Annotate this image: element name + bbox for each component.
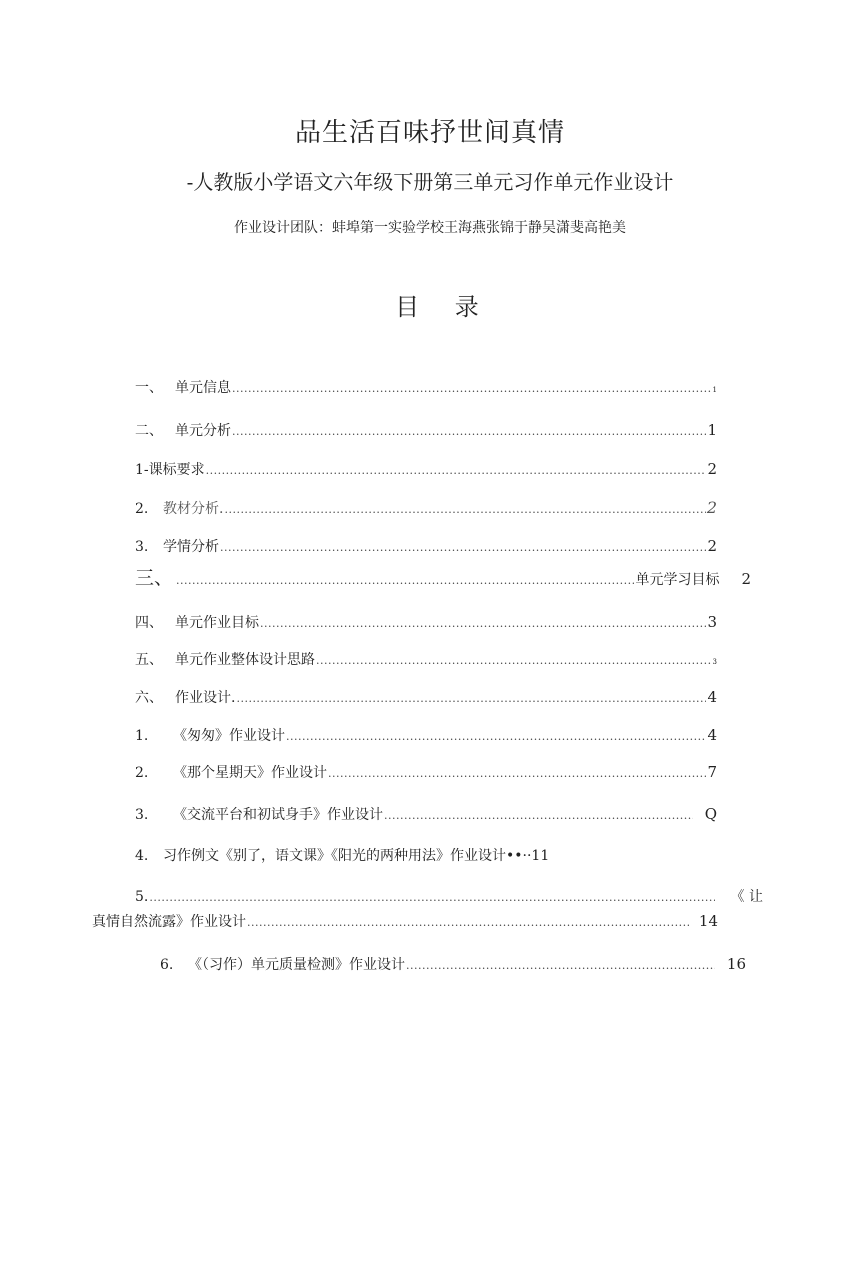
toc-item-number: 3.	[135, 539, 149, 555]
toc-item-number: 2.	[135, 765, 149, 781]
toc-item-unit-info[interactable]	[135, 378, 717, 400]
toc-item-that-sunday[interactable]	[135, 762, 717, 784]
toc-item-label: 单元信息	[175, 380, 231, 396]
toc-item-homework-design[interactable]	[135, 687, 717, 709]
toc-item-number: 6.	[160, 957, 174, 973]
toc-item-label: 《（习作）单元质量检测》作业设计	[188, 957, 405, 973]
toc-leader	[236, 689, 706, 709]
design-team: 作业设计团队：蚌埠第一实验学校王海燕张锦于静吴潇斐高艳美	[234, 220, 626, 236]
toc-item-label: 单元分析	[175, 423, 231, 439]
toc-item-page: 14	[698, 912, 718, 930]
toc-item-unit-analysis[interactable]	[135, 420, 717, 442]
toc-item-label: 《匆匆》作业设计	[173, 728, 285, 744]
toc-item-number: 二、	[135, 423, 163, 439]
toc-leader	[224, 500, 705, 520]
toc-item-number: 2.	[135, 501, 149, 517]
toc-item-number: 一、	[135, 380, 163, 396]
toc-item-label: 课标要求	[148, 462, 205, 478]
toc-item-page: 3	[712, 658, 717, 666]
toc-leader	[206, 461, 707, 481]
toc-item-page: 4	[707, 726, 717, 744]
toc-item-number: 1.	[135, 728, 149, 744]
toc-item-page: 4	[707, 688, 717, 706]
toc-item-design-approach[interactable]	[135, 650, 717, 672]
toc-leader	[286, 727, 706, 747]
toc-item-number: 3.	[135, 807, 149, 823]
toc-item-label: 单元学习目标	[635, 572, 720, 588]
toc-item-learner[interactable]	[135, 536, 717, 558]
toc-item-page: 2	[741, 570, 751, 588]
document-subtitle: -人教版小学语文六年级下册第三单元习作单元作业设计	[186, 170, 674, 194]
toc-item-label: 《交流平台和初试身手》作业设计	[173, 807, 383, 823]
toc-item-label: 《 让	[730, 889, 763, 905]
document-title: 品生活百味抒世间真情	[294, 118, 565, 148]
toc-item-label: 习作例文《别了，语文课》《阳光的两种用法》作业设计••··11	[163, 848, 550, 864]
toc-item-textbook[interactable]	[135, 498, 717, 520]
toc-leader	[149, 888, 714, 908]
toc-item-number: 4.	[135, 848, 149, 864]
toc-item-page: 1	[707, 421, 717, 439]
toc-item-page: 3	[707, 613, 717, 631]
toc-leader	[406, 956, 715, 976]
toc-item-congcong[interactable]	[135, 725, 717, 747]
toc-item-curriculum[interactable]	[135, 459, 717, 481]
toc-leader	[220, 538, 706, 558]
toc-leader	[328, 764, 706, 784]
toc-item-label: 单元作业整体设计思路	[175, 652, 315, 668]
toc-item-page: 7	[707, 763, 717, 781]
toc-leader	[316, 651, 712, 671]
toc-leader	[232, 379, 712, 399]
toc-leader	[232, 422, 706, 442]
toc-item-label: 《那个星期天》作业设计	[173, 765, 327, 781]
toc-heading: 目 录	[395, 293, 493, 321]
toc-item-number: 四、	[135, 615, 163, 631]
toc-item-quality-test[interactable]	[160, 954, 746, 976]
toc-item-page: 1	[712, 386, 717, 394]
toc-item-label: 学情分析	[163, 539, 219, 555]
toc-item-exchange-platform[interactable]	[135, 804, 717, 826]
toc-item-number: 六、	[135, 690, 163, 706]
toc-item-number: 1-	[135, 462, 149, 478]
toc-item-page: 16	[726, 955, 746, 973]
toc-item-homework-goals[interactable]	[135, 612, 717, 634]
toc-item-label: 真情自然流露》作业设计	[92, 914, 246, 930]
toc-item-label: 作业设计.	[175, 690, 236, 706]
toc-item-page: 2	[707, 460, 717, 478]
toc-item-page: 2	[706, 498, 717, 517]
toc-item-label: 单元作业目标	[175, 615, 259, 631]
toc-leader	[260, 614, 706, 634]
toc-item-true-feelings[interactable]	[135, 887, 763, 908]
toc-item-example-essays[interactable]	[135, 846, 655, 866]
toc-item-learning-goals[interactable]	[135, 568, 751, 591]
toc-item-number: 三、	[135, 567, 174, 589]
toc-item-number: 5.	[135, 889, 149, 905]
toc-item-page: Q	[704, 805, 717, 823]
toc-leader	[384, 806, 693, 826]
toc-item-page: 2	[707, 537, 717, 555]
toc-item-label: 教材分析.	[163, 501, 224, 517]
toc-item-number: 五、	[135, 652, 163, 668]
toc-leader	[176, 571, 634, 591]
toc-leader	[247, 913, 689, 933]
toc-item-true-feelings-continued[interactable]	[92, 911, 718, 933]
